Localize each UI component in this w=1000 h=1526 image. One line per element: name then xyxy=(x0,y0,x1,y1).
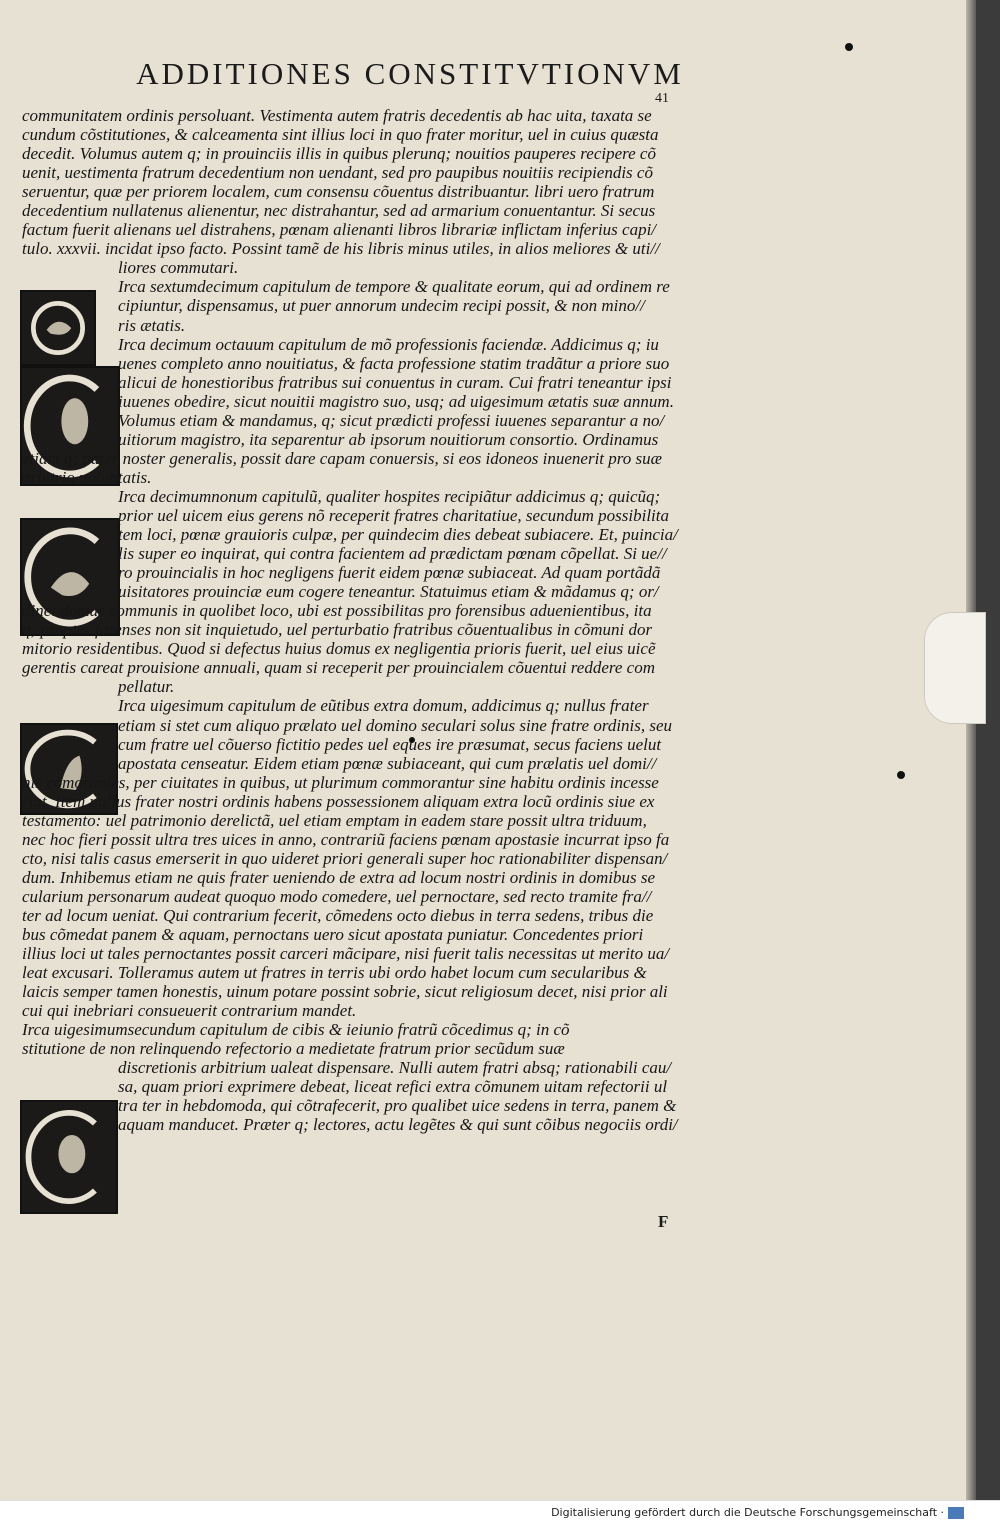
text-line: laicis semper tamen honestis, uinum potare possint sobrie, sicut religiosum decet, nisi prior ali xyxy=(22,982,668,1002)
text-line: liores commutari. xyxy=(118,258,239,278)
text-line xyxy=(22,1154,722,1173)
text-line: Irca uigesimum capitulum de eũtibus extra domum, addicimus q; nullus frater xyxy=(118,696,649,716)
text-line: nec hoc fieri possit ultra tres uices in anno, contrariũ faciens pœnam apostasie incurrat ipso fa xyxy=(22,829,670,849)
text-line: decedit. Volumus autem q; in prouinciis illis in quibus plerunq; nouitios pauperes recipere cõ xyxy=(22,144,656,164)
page-tab xyxy=(924,612,986,724)
text-line: arbitrio uoluntatis. xyxy=(22,467,152,487)
text-line: aquam manducet. Præter q; lectores, actu legẽtes & qui sunt cõibus negociis ordi/ xyxy=(118,1115,678,1135)
text-line: mitorio residentibus. Quod si defectus huius domus ex negligentia prioris fuerit, uel eius uicẽ xyxy=(22,639,656,659)
text-line: alicui de honestioribus fratribus sui conuentus in curam. Cui fratri teneantur ipsi xyxy=(118,372,672,392)
text-line: illius loci ut tales pernoctantes possit carceri mãcipare, nisi fuerit talis necessitas ut merito ua/ xyxy=(22,944,670,964)
text-line: factum fuerit alienans uel distrahens, pœnam alienanti libros librariæ inflictam inferius capi/ xyxy=(22,220,657,240)
text-line: prior uel uicem eius gerens nõ receperit fratres charitatiue, secundum possibilita xyxy=(118,505,670,525)
text-line: q; propter forenses non sit inquietudo, uel perturbatio fratribus cõuentualibus in cõmuni dor xyxy=(22,620,653,640)
signature-mark: F xyxy=(658,1212,669,1231)
text-line: cipiuntur, dispensamus, ut puer annorum undecim recipi possit, & non mino// xyxy=(118,296,645,316)
text-line: testamento: uel patrimonio derelictã, uel etiam emptam in eadem stare possit ultra triduum, xyxy=(22,810,647,830)
text-line: tem loci, pœnæ grauioris culpæ, per quindecim dies debeat subiacere. Et, puincia/ xyxy=(118,525,678,545)
text-line: Irca decimum octauum capitulum de mõ professionis faciendæ. Addicimus q; iu xyxy=(118,334,659,354)
footer-credit: Digitalisierung gefördert durch die Deutsche Forschungsgemeinschaft · xyxy=(551,1506,944,1519)
text-line: cui qui inebriari consueuerit contrarium mandet. xyxy=(22,1001,357,1021)
page-edge-shadow xyxy=(966,0,976,1500)
text-line: decedentium nullatenus alienentur, nec distrahantur, sed ad armarium conuentantur. Si secus xyxy=(22,201,656,221)
text-line: uisitatores prouinciæ eum cogere teneantur. Statuimus etiam & mãdamus q; or/ xyxy=(118,582,659,602)
text-line: cum fratre uel cõuerso fictitio pedes uel eques ire præsumat, secus faciens uelut xyxy=(118,734,662,754)
scan-dot xyxy=(897,771,905,779)
folio-number: 41 xyxy=(655,91,669,106)
text-line: discretionis arbitrium ualeat dispensare. Nulli autem fratri absq; rationabili cau/ xyxy=(118,1058,672,1078)
text-line: leat excusari. Tolleramus autem ut fratres in terris ubi ordo habet locum cum secularibus & xyxy=(22,963,647,983)
text-line: uenes completo anno nouitiatus, & facta professione statim tradãtur a priore suo xyxy=(118,353,670,373)
text-line: uitiorum magistro, ita separentur ab ipsorum nouitiorum consortio. Ordinamus xyxy=(118,429,659,449)
text-line: stitutione de non relinquendo refectorio a medietate fratrum prior secũdum suæ xyxy=(22,1039,565,1059)
text-line: pellatur. xyxy=(118,677,175,697)
text-line: ter ad locum ueniat. Qui contrarium fecerit, cõmedens octo diebus in terra sedens, tribus die xyxy=(22,905,654,925)
text-line: iuuenes obedire, sicut nouitii magistro suo, usq; ad uigesimum ætatis suæ annum. xyxy=(118,391,674,411)
footer-bar xyxy=(0,1500,1000,1526)
body-text xyxy=(22,106,722,1173)
text-line: dinet domus communis in quolibet loco, ubi est possibilitas pro forensibus aduenientibus, ita xyxy=(22,601,652,621)
text-line: ris ætatis. xyxy=(118,315,186,335)
scan-dot xyxy=(845,43,853,51)
text-line: rint. Item nullus frater nostri ordinis habens possessionem aliquam extra locũ ordinis siue ex xyxy=(22,791,655,811)
text-line: uenit, uestimenta fratrum decedentium non uendant, sed pro paupibus nouitiis recipiendis cõ xyxy=(22,163,653,183)
text-line: cularium personarum audeat quoquo modo comedere, uel pernoctare, sed recto tramite fra// xyxy=(22,886,652,906)
text-line: gerentis careat prouisione annuali, quam si receperit per prouincialem cõuentui reddere com xyxy=(22,658,655,678)
text-line: cundum cõstitutiones, & calceamenta sint illius loci in quo frater moritur, uel in cuius quæsta xyxy=(22,125,659,145)
text-line: Irca sextumdecimum capitulum de tempore & qualitate eorum, qui ad ordinem re xyxy=(118,277,670,297)
text-line: ro prouincialis in hoc negligens fuerit eidem pœnæ subiaceat. Ad quam portãdã xyxy=(118,563,661,583)
text-line: Irca uigesimumsecundum capitulum de cibis & ieiunio fratrũ cõcedimus q; in cõ xyxy=(22,1020,570,1040)
text-line: apostata censeatur. Eidem etiam pœnæ subiaceant, qui cum prælatis uel domi// xyxy=(118,753,657,773)
running-head: ADDITIONES CONSTITVTIONVM xyxy=(136,56,684,91)
text-line: cto, nisi talis casus emerserit in quo uideret priori generali super hoc rationabiliter dispensan/ xyxy=(22,848,668,868)
text-line: sa, quam priori exprimere debeat, liceat refici extra cõmunem uitam refectorii ul xyxy=(118,1077,668,1097)
text-line: dum. Inhibemus etiam ne quis frater ueniendo de extra ad locum nostri ordinis in domibus se xyxy=(22,867,656,887)
text-line: nis cõmorantes, per ciuitates in quibus, ut plurimum commorantur sine habitu ordinis incesse xyxy=(22,772,659,792)
text-line: tra ter in hebdomoda, qui cõtrafecerit, pro qualibet uice sedens in terra, panem & xyxy=(118,1096,677,1116)
text-line: seruentur, quæ per priorem localem, cum consensu cõuentus distribuantur. libri uero fratrum xyxy=(22,182,655,202)
text-line: Irca decimumnonum capitulũ, qualiter hospites recipiãtur addicimus q; quicũq; xyxy=(118,486,661,506)
dfg-logo-icon xyxy=(948,1507,964,1519)
text-line: etiam q; pater noster generalis, possit dare capam conuersis, si eos idoneos inuenerit pro suæ xyxy=(22,448,662,468)
text-line: lis super eo inquirat, qui contra facientem ad prædictam pœnam cõpellat. Si ue// xyxy=(118,544,667,564)
text-line: etiam si stet cum aliquo prælato uel domino seculari solus sine fratre ordinis, seu xyxy=(118,715,673,735)
text-line: communitatem ordinis persoluant. Vestimenta autem fratris decedentis ab hac uita, taxata se xyxy=(22,106,652,125)
text-line: bus cõmedat panem & aquam, pernoctans uero sicut apostata puniatur. Concedentes priori xyxy=(22,925,644,945)
text-line xyxy=(22,1135,722,1154)
text-line: Volumus etiam & mandamus, q; sicut prædicti professi iuuenes separantur a no/ xyxy=(118,410,665,430)
text-line: tulo. xxxvii. incidat ipso facto. Possint tamẽ de his libris minus utiles, in alios meliores & uti// xyxy=(22,239,660,259)
